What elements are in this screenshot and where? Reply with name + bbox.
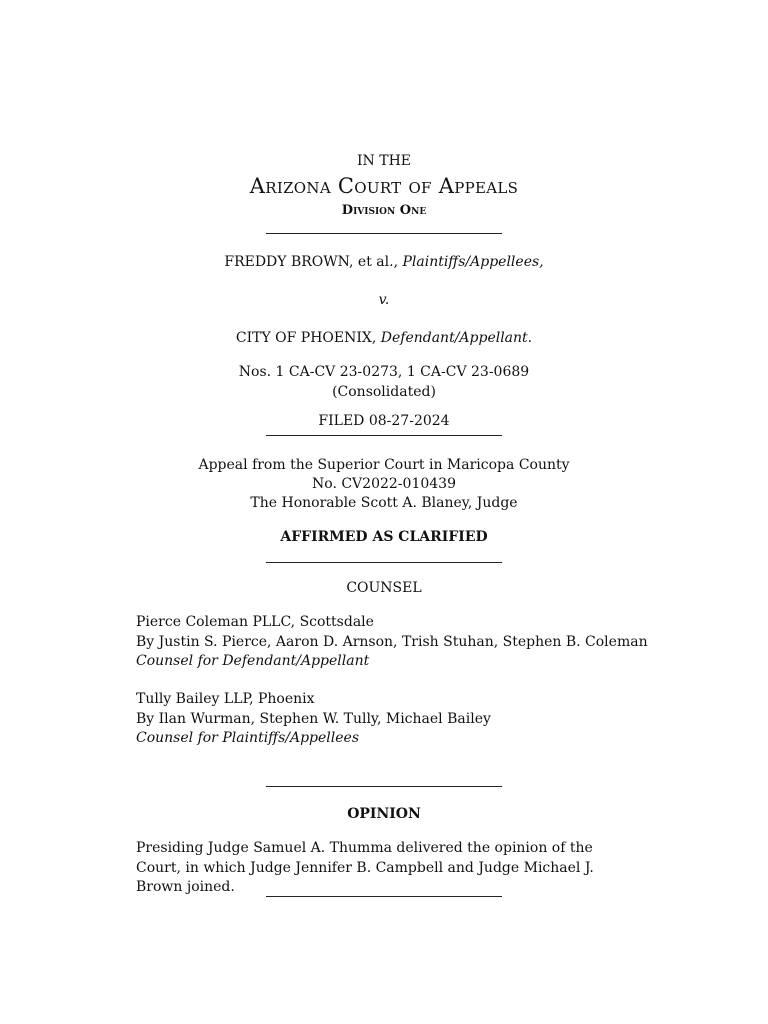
defendant-name: CITY OF PHOENIX,: [235, 330, 377, 346]
consolidated-label: (Consolidated): [332, 384, 436, 400]
disposition: AFFIRMED AS CLARIFIED: [280, 529, 488, 545]
divider-rule: [266, 435, 502, 436]
divider-rule: [266, 562, 502, 563]
counsel-block-defendant: [136, 613, 656, 672]
case-numbers: Nos. 1 CA-CV 23-0273, 1 CA-CV 23-0689: [238, 364, 530, 380]
trial-judge: The Honorable Scott A. Blaney, Judge: [250, 495, 518, 511]
appeal-from: Appeal from the Superior Court in Maricopa County: [198, 457, 570, 473]
plaintiff-name: FREDDY BROWN, et al.,: [224, 254, 399, 270]
firm-name: Pierce Coleman PLLC, Scottsdale: [136, 614, 374, 630]
plaintiff-line: [0, 253, 768, 272]
opinion-text: Presiding Judge Samuel A. Thumma delivered the opinion of the Court, in which Judge Jennifer B. Campbell and Judge Michael J. Brown joined.: [136, 840, 594, 895]
versus-label: v.: [378, 292, 390, 308]
opinion-heading: OPINION: [347, 806, 421, 822]
divider-rule: [266, 786, 502, 787]
division-name: Division One: [341, 203, 427, 218]
divider-rule: [266, 896, 502, 897]
defendant-role: Defendant/Appellant.: [380, 330, 533, 346]
in-the-label: IN THE: [357, 153, 411, 169]
divider-rule: [266, 233, 502, 234]
defendant-line: [0, 329, 768, 348]
court-name: Arizona Court of Appeals: [249, 174, 519, 198]
firm-name: Tully Bailey LLP, Phoenix: [136, 691, 315, 707]
attorney-names: By Ilan Wurman, Stephen W. Tully, Michael Bailey: [136, 710, 491, 727]
plaintiff-role: Plaintiffs/Appellees,: [402, 254, 544, 270]
counsel-role: Counsel for Defendant/Appellant: [136, 653, 370, 669]
counsel-heading: COUNSEL: [346, 580, 422, 596]
counsel-block-plaintiff: [136, 690, 656, 749]
attorney-names: By Justin S. Pierce, Aaron D. Arnson, Trish Stuhan, Stephen B. Coleman: [136, 633, 648, 650]
filed-date: FILED 08-27-2024: [318, 413, 450, 429]
superior-court-number: No. CV2022-010439: [312, 476, 456, 492]
counsel-role: Counsel for Plaintiffs/Appellees: [136, 730, 360, 746]
